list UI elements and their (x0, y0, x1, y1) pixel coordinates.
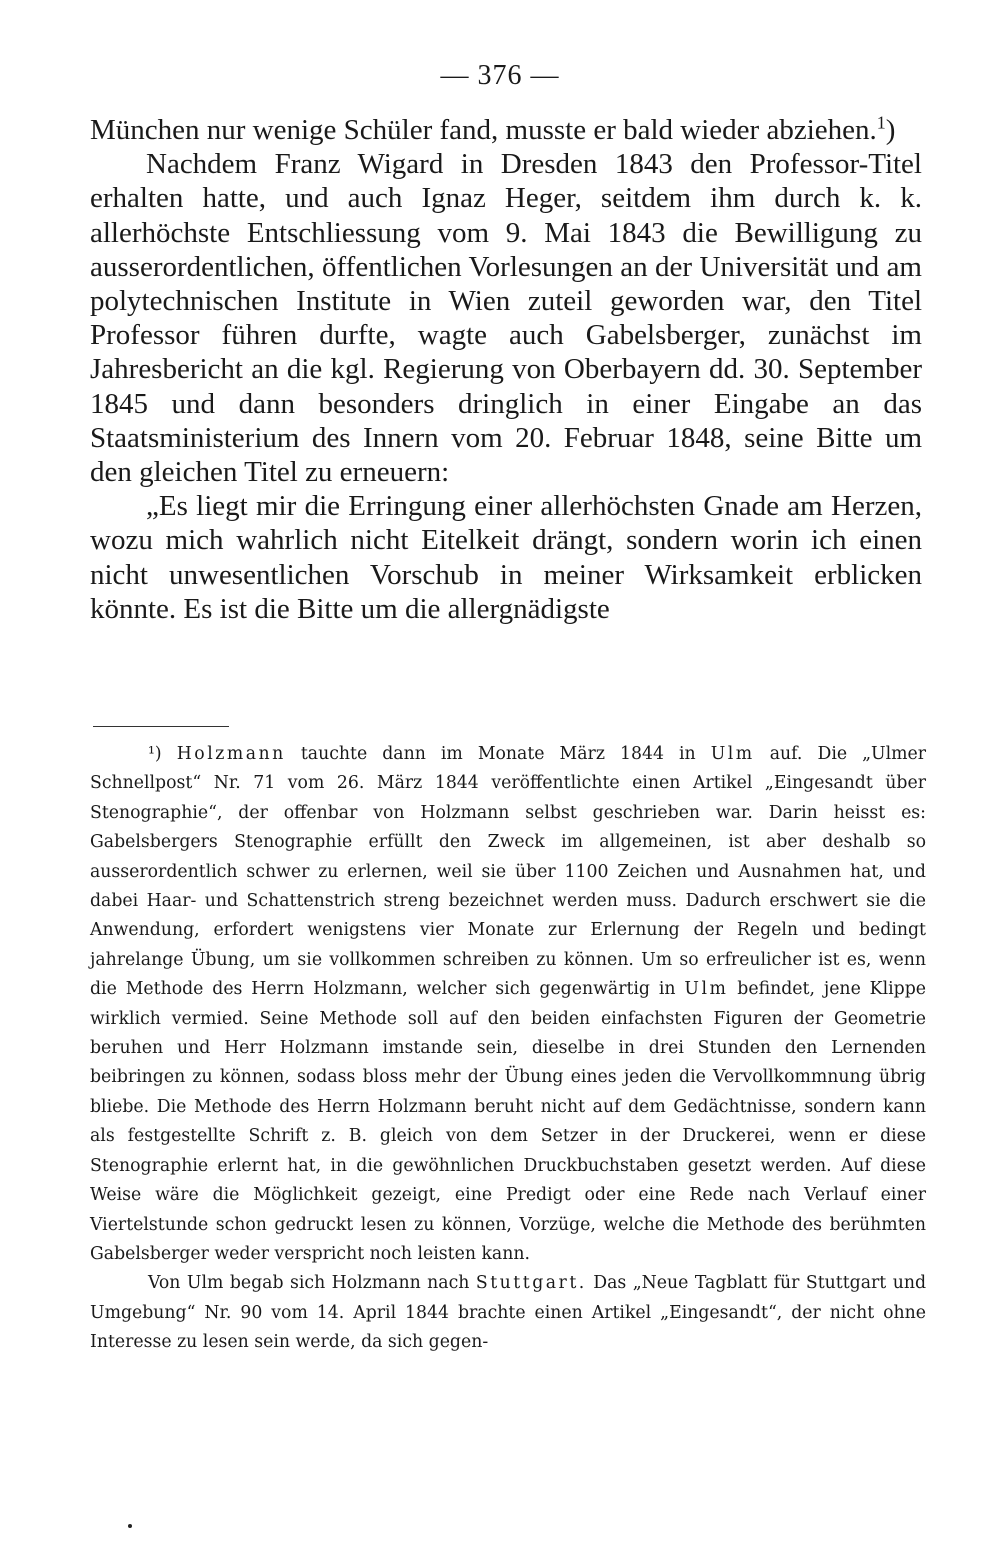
footnotes (90, 740, 926, 1358)
main-text (90, 113, 922, 626)
page-number: — 376 — (440, 60, 560, 91)
paragraph-1 (90, 113, 922, 147)
footnote-2-text-b: Das „Neue Tagblatt für Stuttgart und Umgebung“ Nr. 90 vom 14. April 1844 brachte einen Artikel „Eingesandt“, der nicht ohne Interesse zu lesen sein werde, da sich gegen- (90, 1273, 927, 1353)
footnote-2-text-a: Von Ulm begab sich Holzmann nach (148, 1273, 470, 1294)
footnote-1-text-b: auf. Die „Ulmer Schnellpost“ Nr. 71 vom 26. März 1844 veröffentlichte einen Artikel „Eingesandt über Stenographie“, der offenbar von Holzmann selbst geschrieben war. Darin heisst es: Gabelsbergers Stenographie erfüllt den Zweck im allgemeinen, ist aber deshalb so ausserordentlich schwer zu erlernen, weil sie über 1100 Zeichen und Ausnahmen hat, und dabei Haar- und Schattenstrich streng bezeichnet werden muss. Dadurch erschwert sie die Anwendung, erfordert wenigstens vier Monate zur Erlernung der Regeln und bedingt jahrelange Übung, um sie vollkommen schreiben zu können. Um so erfreulicher ist es, wenn die Methode des Herrn Holzmann, welcher sich gegenwärtig in (90, 744, 927, 1000)
footnote-divider (93, 726, 229, 727)
footnote-1-marker: ¹) (148, 744, 162, 764)
paragraph-1-text: München nur wenige Schüler fand, musste er bald wieder abziehen. (90, 114, 877, 146)
footnote-1-text-a: tauchte dann im Monate März 1844 in (300, 744, 696, 764)
stray-ink-mark (128, 1524, 132, 1528)
paragraph-2: Nachdem Franz Wigard in Dresden 1843 den Professor-Titel erhalten hatte, und auch Ignaz Heger, seitdem ihm durch k. k. allerhöchste Entschliessung vom 9. Mai 1843 die Bewilligung zu ausserordentlichen, öffentlichen Vorlesungen an der Universität und am polytechnischen Institute in Wien zuteil geworden war, den Titel Professor führen durfte, wagte auch Gabelsberger, zunächst im Jahresbericht an die kgl. Regierung von Oberbayern dd. 30. September 1845 und dann besonders dringlich in einer Eingabe an das Staatsministerium des Innern vom 20. Februar 1848, seine Bitte um den gleichen Titel zu erneuern: (90, 148, 922, 489)
footnote-1-continuation (90, 1269, 926, 1357)
footnote-1-text-c: befindet, jene Klippe wirklich vermied. Seine Methode soll auf den beiden einfachsten Figuren der Geometrie beruhen und Herr Holzmann imstande sein, dieselbe in drei Stunden den Lernenden beibringen zu können, sodass bloss mehr der Übung eines jeden die Vervollkommnung übrig bliebe. Die Methode des Herrn Holzmann beruht nicht auf dem Gedächtnisse, sondern kann als festgestellte Schrift z. B. gleich von dem Setzer in der Druckerei, wenn er diese Stenographie erlernt hat, in die gewöhnlichen Druckbuchstaben gesetzt werden. Auf diese Weise wäre die Möglichkeit gezeigt, eine Predigt oder eine Rede nach Verlauf einer Viertelstunde schon gedruckt lesen zu können, Vorzüge, welche die Methode des berühmten Gabelsberger weder verspricht noch leisten kann. (90, 979, 926, 1264)
paragraph-3: „Es liegt mir die Erringung einer allerhöchsten Gnade am Herzen, wozu mich wahrlich nicht Eitelkeit drängt, sondern worin ich einen nicht unwesentlichen Vorschub in meiner Wirksamkeit erblicken könnte. Es ist die Bitte um die allergnädigste (90, 490, 922, 625)
footnote-reference: 1 (876, 112, 886, 133)
footnote-reference-paren: ) (885, 114, 896, 146)
footnote-2-city: Stuttgart. (475, 1273, 587, 1294)
footnote-1-name: Holzmann (176, 744, 286, 764)
footnote-1 (90, 740, 926, 1269)
footnote-1-city-1: Ulm (710, 744, 755, 764)
footnote-1-city-2: Ulm (684, 979, 729, 1000)
